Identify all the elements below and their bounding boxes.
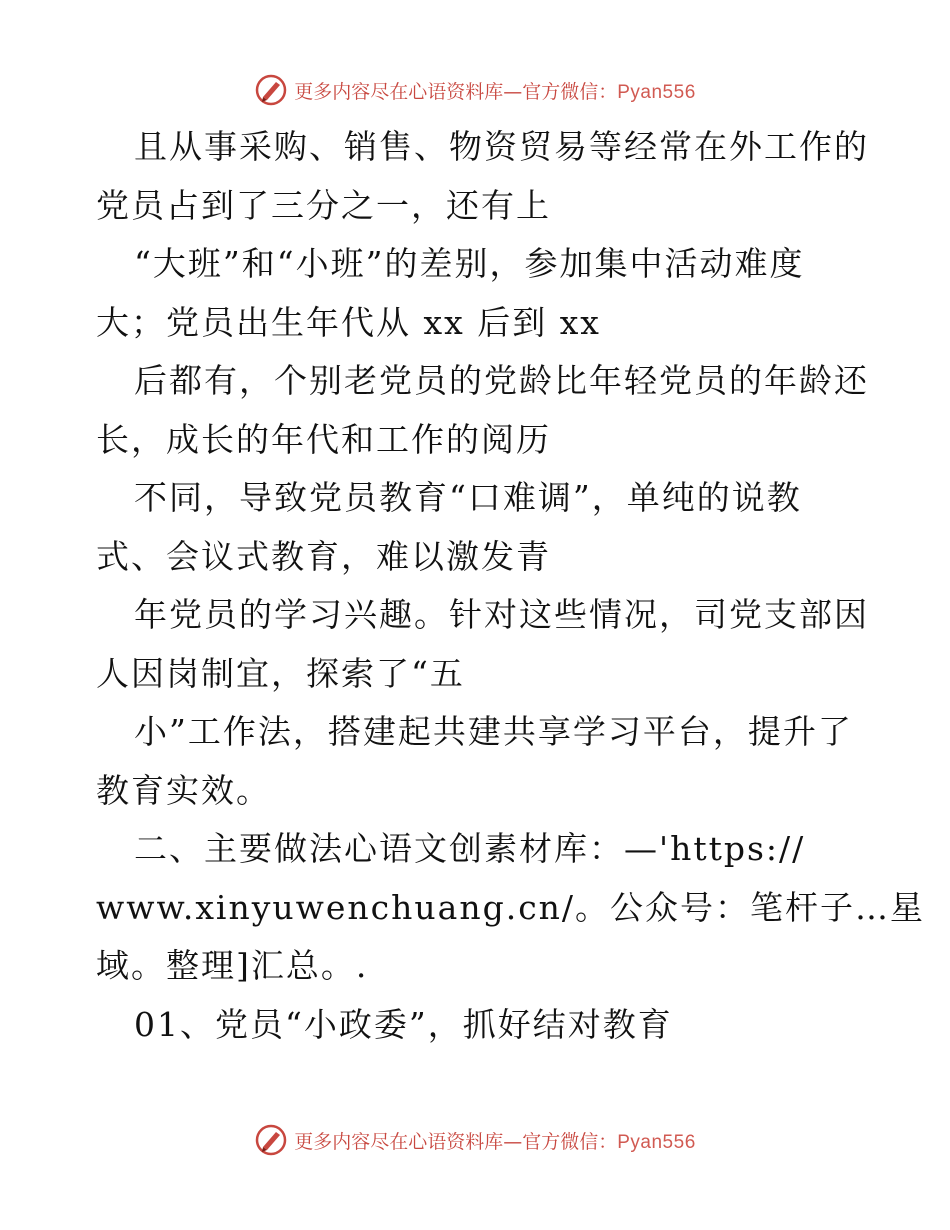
text-line: 人因岗制宜，探索了“五 — [96, 653, 465, 693]
text-line: 年党员的学习兴趣。针对这些情况，司党支部因 — [134, 595, 869, 634]
footer-watermark — [0, 1120, 950, 1160]
watermark-text: 更多内容尽在心语资料库—官方微信：Pyan556 — [294, 80, 696, 103]
header-watermark — [0, 70, 950, 110]
text-line: 不同，导致党员教育“口难调”，单纯的说教 — [134, 478, 802, 517]
subsection-heading: 01、党员“小政委”，抓好结对教育 — [134, 1004, 673, 1044]
text-line: 教育实效。 — [96, 770, 271, 810]
text-line: 式、会议式教育，难以激发青 — [96, 536, 551, 576]
pen-logo-icon — [254, 1123, 288, 1157]
text-line: 小”工作法，搭建起共建共享学习平台，提升了 — [134, 712, 853, 751]
text-line: 大；党员出生年代从 xx 后到 xx — [96, 302, 601, 342]
text-line: 且从事采购、销售、物资贸易等经常在外工作的 — [134, 127, 869, 166]
text-line: 党员占到了三分之一，还有上 — [96, 185, 551, 225]
section-heading: 二、主要做法心语文创素材库：—'https:// — [134, 829, 806, 868]
text-line: “大班”和“小班”的差别，参加集中活动难度 — [134, 244, 805, 283]
text-line: www.xinyuwenchuang.cn/。公众号：笔杆子…星 — [96, 887, 926, 927]
text-line: 长，成长的年代和工作的阅历 — [96, 419, 551, 459]
pen-logo-icon — [254, 73, 288, 107]
watermark-text: 更多内容尽在心语资料库—官方微信：Pyan556 — [294, 1130, 696, 1153]
document-body — [96, 118, 926, 1054]
text-line: 域。整理]汇总。. — [96, 946, 369, 985]
text-line: 后都有，个别老党员的党龄比年轻党员的年龄还 — [134, 361, 869, 400]
